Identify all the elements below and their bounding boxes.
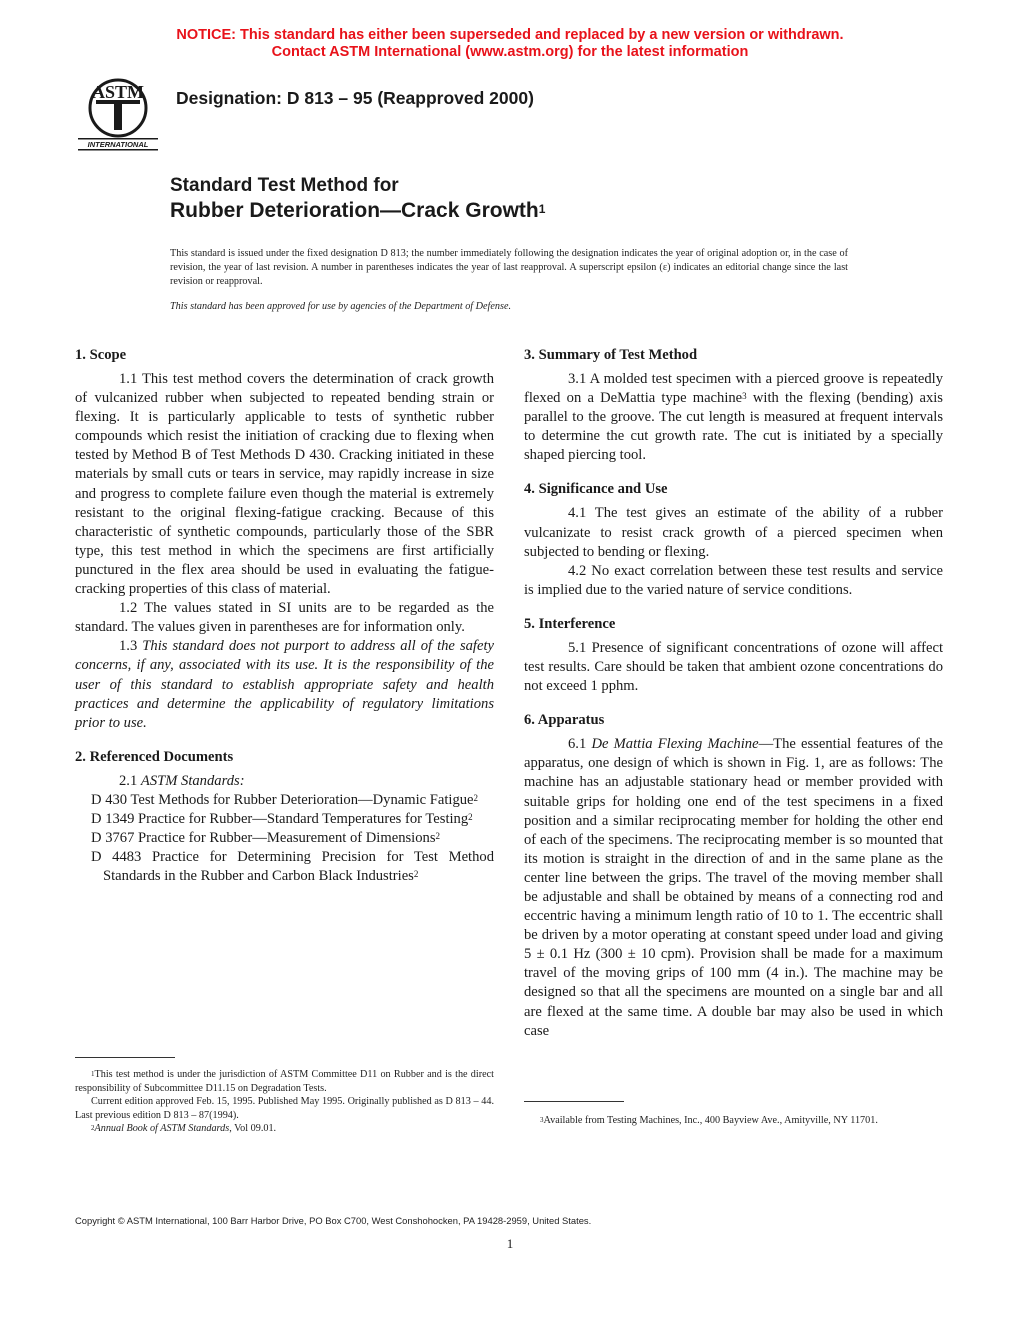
section-heading-interference: 5. Interference xyxy=(524,615,616,632)
paragraph-5-1: 5.1 Presence of significant concentrations of ozone will affect test results. Care should be taken that ambient ozone concentrations do not exceed 1 pphm. xyxy=(524,639,943,695)
paragraph-1-3 xyxy=(75,637,494,732)
footnote-2-title: Annual Book of ASTM Standards xyxy=(94,1123,230,1134)
title-main: Rubber Deterioration—Crack Growth xyxy=(170,199,539,222)
paragraph-6-1-text: —The essential features of the apparatus, one design of which is shown in Fig. 1, are as follows: The machine has an adjustable stationary head or member provided with suitable grips for holding one end of the test specimens in a fixed position and a similar reciprocating member for holding the other end of each of the specimens. The reciprocating member is so mounted that its motion is straight in the direction of and in the same plane as the center line between the grips. The travel of the moving member shall be adjustable and shall be obtained by means of a connecting rod and eccentric having a minimum length ratio of 10 to 1. The eccentric shall be driven by a motor operating at constant speed under load and giving 5 ± 0.1 Hz (300 ± 10 cpm). Provision shall be made for a maximum travel of the moving grips of 100 mm (4 in.). The machine may be designed so that all the specimens are mounted on a single bar and all are flexed at the same time. A double bar may also be used in which case xyxy=(524,736,943,1039)
footnote-3-mark: 3 xyxy=(540,1116,544,1124)
document-title xyxy=(170,174,545,224)
paragraph-2-1 xyxy=(75,772,494,791)
copyright-line: Copyright © ASTM International, 100 Barr Harbor Drive, PO Box C700, West Conshohocken, PA 19428-2959, United States. xyxy=(75,1215,592,1226)
notice-line-2: Contact ASTM International (www.astm.org) for the latest information xyxy=(271,44,749,60)
footnote-2-text: , Vol 09.01. xyxy=(229,1123,277,1134)
reference-text: D 430 Test Methods for Rubber Deterioration—Dynamic Fatigue xyxy=(91,791,474,808)
reference-d430 xyxy=(75,791,494,810)
paragraph-1-2: 1.2 The values stated in SI units are to be regarded as the standard. The values given in parentheses are for information only. xyxy=(75,600,494,636)
right-column xyxy=(524,346,943,1041)
footnotes-left xyxy=(75,1068,494,1136)
logo-caption: INTERNATIONAL xyxy=(87,140,149,149)
section-heading-referenced-documents: 2. Referenced Documents xyxy=(75,748,234,765)
paragraph-4-1: 4.1 The test gives an estimate of the ability of a rubber vulcanizate to resist crack growth of a pierced specimen when subjected to bending or flexing. xyxy=(524,505,943,560)
notice-line-1: NOTICE: This standard has either been superseded and replaced by a new version or withdrawn. xyxy=(176,27,844,43)
footnote-2-mark: 2 xyxy=(91,1124,95,1132)
paragraph-1-3-text: This standard does not purport to address all of the safety concerns, if any, associated with its use. It is the responsibility of the user of this standard to establish appropriate safety and health practices and determine the applicability of regulatory limitations prior to use. xyxy=(75,638,494,731)
reference-d3767 xyxy=(75,829,494,848)
paragraph-4-2: 4.2 No exact correlation between these test results and service is implied due to the varied nature of service conditions. xyxy=(524,562,943,598)
title-line-2 xyxy=(170,198,545,224)
footnote-rule-left xyxy=(75,1057,175,1058)
title-line-1: Standard Test Method for xyxy=(170,175,399,196)
reference-d1349 xyxy=(75,810,494,829)
reference-footnote-mark: 2 xyxy=(473,792,479,803)
paragraph-6-1-title: De Mattia Flexing Machine xyxy=(591,736,759,753)
footnote-1-text: This test method is under the jurisdiction of ASTM Committee D11 on Rubber and is the direct responsibility of Subcommittee D11.15 on Degradation Tests. xyxy=(75,1069,494,1094)
withdrawal-notice xyxy=(0,27,1020,61)
reference-text: D 1349 Practice for Rubber—Standard Temperatures for Testing xyxy=(91,810,469,827)
title-footnote-mark: 1 xyxy=(538,202,546,216)
paragraph-3-1-a: 3.1 A molded test specimen with a pierced groove is repeatedly flexed on a DeMattia type machine xyxy=(524,371,943,407)
footnotes-right xyxy=(524,1114,943,1128)
astm-logo-icon xyxy=(74,76,162,152)
reference-footnote-mark: 2 xyxy=(468,811,473,822)
footnote-1-mark: 1 xyxy=(91,1070,95,1078)
paragraph-1-1: 1.1 This test method covers the determination of crack growth of vulcanized rubber when subjected to repeated bending strain or flexing. It is particularly applicable to tests of synthetic rubber compounds which resist the initiation of cracking due to flexing when tested by Method B of Test Methods D 430. Cracking initiated in these materials by small cuts or tears in service, may rapidly increase in size and progress to complete failure even though the material is extremely resistant to the original flexing-fatigue cracking. Because of this characteristic of synthetic compounds, particularly those of the SBR type, this test method in which the specimens are first artificially punctured in the flex area should be used in evaluating the fatigue-cracking properties of this class of material. xyxy=(75,371,494,598)
footnote-1 xyxy=(75,1068,494,1095)
paragraph-2-1-number: 2.1 xyxy=(119,772,138,789)
footnote-1-current-edition: Current edition approved Feb. 15, 1995. Published May 1995. Originally published as D 813 – 44. Last previous edition D 813 – 87(1994). xyxy=(75,1096,494,1121)
reference-footnote-mark: 2 xyxy=(413,869,419,880)
paragraph-6-1 xyxy=(524,735,943,1041)
designation: Designation: D 813 – 95 (Reapproved 2000) xyxy=(176,88,534,108)
paragraph-3-1-b: with the flexing (bending) axis parallel to the groove. The cut length is measured at frequent intervals to determine the cut growth rate. The cut is initiated by a specially shaped piercing tool. xyxy=(524,390,943,464)
section-heading-scope: 1. Scope xyxy=(75,347,127,363)
issued-note: This standard is issued under the fixed designation D 813; the number immediately following the designation indicates the year of original adoption or, in the case of revision, the year of last revision. A number in parentheses indicates the year of last reapproval. A superscript epsilon (ε) indicates an editorial change since the last revision or reapproval. xyxy=(170,248,848,288)
section-heading-apparatus: 6. Apparatus xyxy=(524,712,605,729)
paragraph-3-1 xyxy=(524,370,943,465)
left-column xyxy=(75,346,494,886)
footnote-3 xyxy=(524,1114,943,1128)
approved-note: This standard has been approved for use by agencies of the Department of Defense. xyxy=(170,301,512,312)
logo-letters: ASTM xyxy=(91,82,145,102)
page-number: 1 xyxy=(506,1236,514,1251)
reference-text: D 3767 Practice for Rubber—Measurement of Dimensions xyxy=(91,830,436,847)
section-heading-significance: 4. Significance and Use xyxy=(524,481,668,498)
paragraph-3-1-footnote-mark: 3 xyxy=(742,391,747,402)
paragraph-2-1-text: ASTM Standards: xyxy=(140,772,245,789)
reference-text: D 4483 Practice for Determining Precision for Test Method Standards in the Rubber and Carbon Black Industries xyxy=(91,849,494,885)
footnote-rule-right xyxy=(524,1101,624,1102)
paragraph-6-1-number: 6.1 xyxy=(568,736,587,753)
footnote-2 xyxy=(75,1122,494,1136)
reference-footnote-mark: 2 xyxy=(435,831,440,842)
reference-d4483 xyxy=(75,848,494,886)
section-heading-summary: 3. Summary of Test Method xyxy=(524,347,698,363)
footnote-3-text: Available from Testing Machines, Inc., 400 Bayview Ave., Amityville, NY 11701. xyxy=(543,1115,878,1126)
paragraph-1-3-number: 1.3 xyxy=(119,638,138,655)
